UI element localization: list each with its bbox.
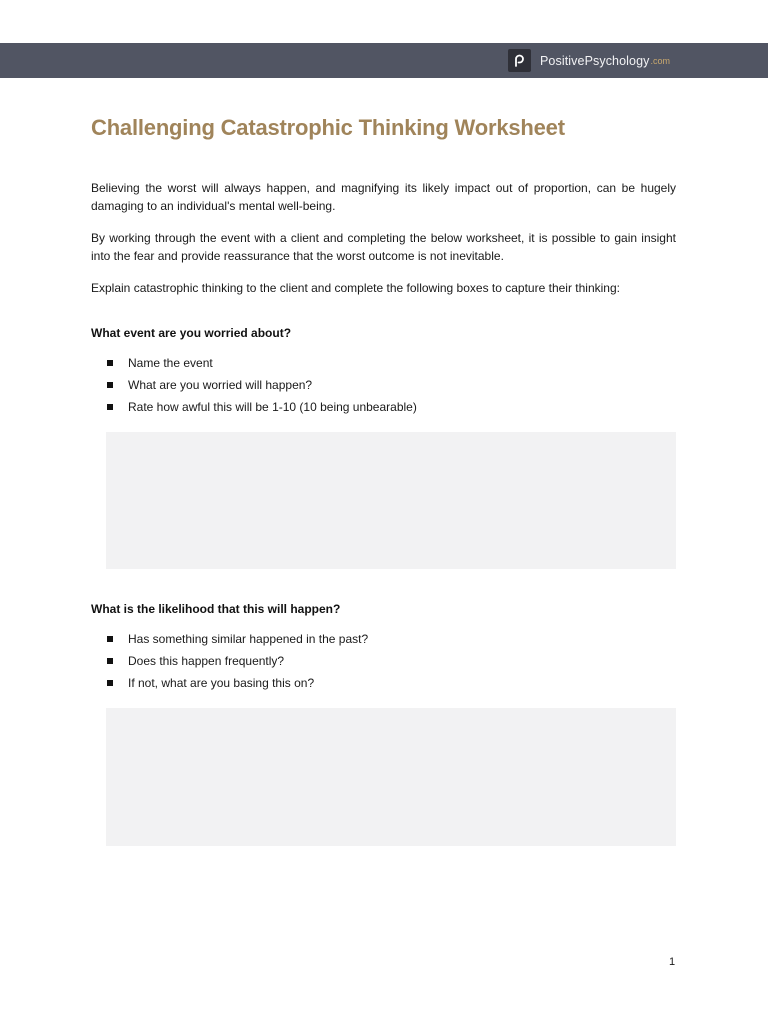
bullet-text: What are you worried will happen? [128, 378, 313, 392]
section-1-heading: What event are you worried about? [91, 326, 292, 340]
section-2-bullet-list [107, 628, 368, 694]
intro-paragraph-1: Believing the worst will always happen, and magnifying its likely impact out of proportion, can be hugely damaging to an individual's mental well-being. [91, 181, 676, 213]
bullet-text: Has something similar happened in the past? [128, 632, 369, 646]
bullet-text: Rate how awful this will be 1-10 (10 being unbearable) [128, 400, 417, 414]
intro-paragraph-3: Explain catastrophic thinking to the client and complete the following boxes to capture their thinking: [91, 281, 620, 295]
section-2-answer-box[interactable] [106, 708, 676, 846]
square-bullet-icon [107, 658, 113, 664]
square-bullet-icon [107, 360, 113, 366]
square-bullet-icon [107, 636, 113, 642]
square-bullet-icon [107, 404, 113, 410]
square-bullet-icon [107, 382, 113, 388]
brand-link[interactable] [508, 49, 670, 72]
brand-name: PositivePsychology [540, 53, 650, 68]
brand-tld: .com [650, 55, 671, 66]
positivepsychology-logo-icon [508, 49, 531, 72]
list-item [107, 628, 368, 650]
header-bar [0, 43, 768, 78]
list-item [107, 650, 368, 672]
section-2-heading: What is the likelihood that this will happen? [91, 602, 341, 616]
list-item [107, 672, 368, 694]
list-item [107, 352, 417, 374]
intro-paragraph-2: By working through the event with a client and completing the below worksheet, it is possible to gain insight into the fear and provide reassurance that the worst outcome is not inevitable. [91, 231, 676, 263]
worksheet-title: Challenging Catastrophic Thinking Worksheet [91, 115, 565, 140]
bullet-text: Does this happen frequently? [128, 654, 285, 668]
page-number: 1 [669, 956, 676, 968]
square-bullet-icon [107, 680, 113, 686]
section-1-bullet-list [107, 352, 417, 418]
bullet-text: If not, what are you basing this on? [128, 676, 315, 690]
list-item [107, 396, 417, 418]
list-item [107, 374, 417, 396]
bullet-text: Name the event [128, 356, 213, 370]
section-1-answer-box[interactable] [106, 432, 676, 569]
